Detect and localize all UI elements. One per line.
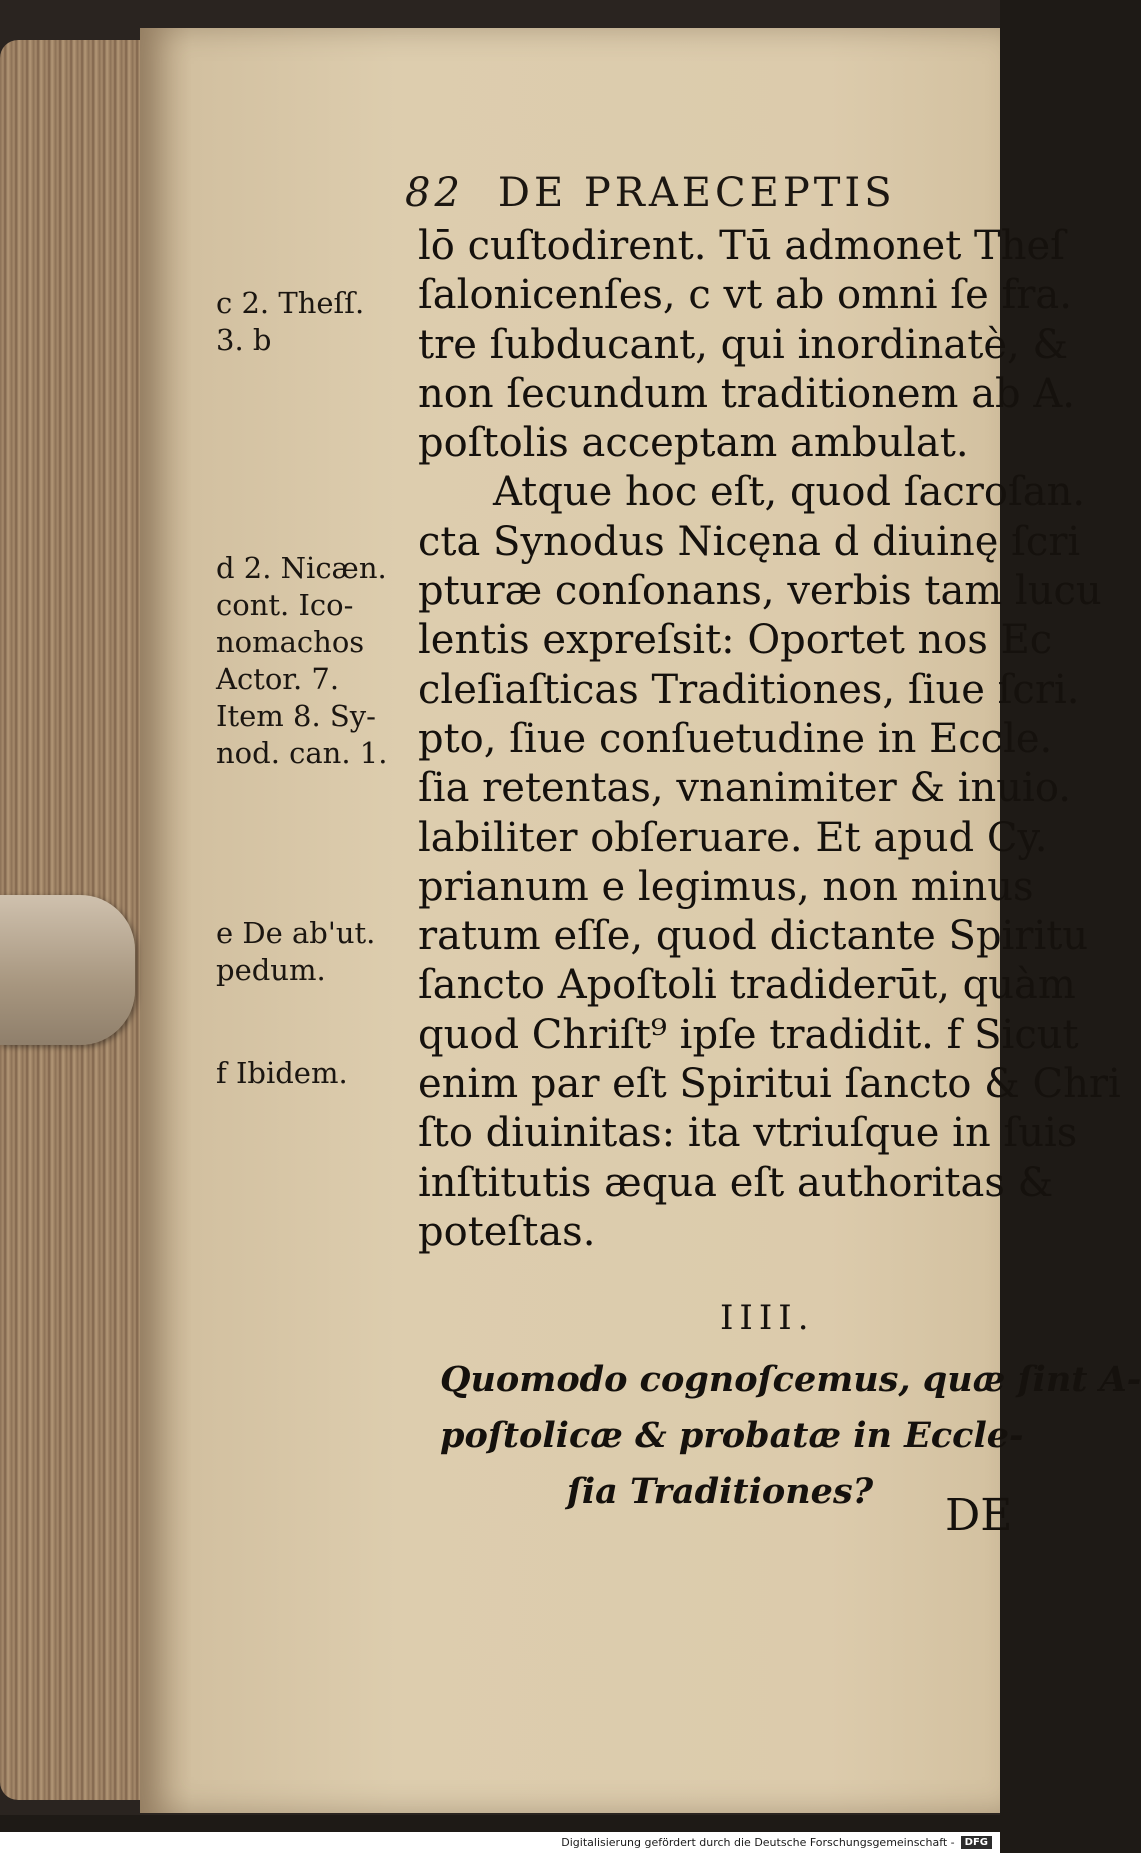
- text-line: tre ſubducant, qui inordinatè, &: [418, 321, 1069, 368]
- dfg-logo: DFG: [961, 1836, 992, 1849]
- text-line: ſia retentas, vnanimiter & inuio.: [418, 765, 1071, 812]
- text-line: enim par eſt Spiritui ſancto & Chri: [418, 1061, 1121, 1108]
- section-number: IIII.: [720, 1298, 815, 1338]
- margin-note-line: c 2. Theſſ.: [216, 286, 365, 320]
- margin-note-d: [216, 550, 416, 772]
- funding-credit: Digitalisierung gefördert durch die Deutsche Forschungsgemeinschaft -: [561, 1836, 955, 1849]
- page-number: 82: [405, 170, 464, 216]
- text-line: poteſtas.: [418, 1208, 596, 1255]
- section-question-line: ſia Traditiones?: [566, 1471, 874, 1512]
- text-line: Atque hoc eſt, quod ſacroſan.: [493, 469, 1086, 516]
- text-line: cleſiaſticas Traditiones, ſiue ſcri.: [418, 666, 1080, 713]
- margin-note-line: nomachos: [216, 625, 365, 659]
- text-line: lō cuſtodirent. Tū admonet Theſ: [418, 223, 1065, 269]
- text-line: prianum e legimus, non minus: [418, 863, 1034, 910]
- text-line: poſtolis acceptam ambulat.: [418, 420, 969, 467]
- margin-note-line: Item 8. Sy-: [216, 699, 376, 733]
- margin-note-f: [216, 1055, 416, 1092]
- section-question-line: Quomodo cognoſcemus, quæ ſint A-: [440, 1359, 1141, 1400]
- section-question-line: poſtolicæ & probatæ in Eccle-: [440, 1415, 1024, 1456]
- text-line: ſancto Apoſtoli tradiderūt, quàm: [418, 962, 1076, 1009]
- margin-note-line: d 2. Nicæn.: [216, 551, 387, 585]
- margin-note-line: Actor. 7.: [216, 662, 340, 696]
- margin-note-line: f Ibidem.: [216, 1056, 348, 1090]
- text-line: non ſecundum traditionem ab A.: [418, 370, 1075, 417]
- text-line: inſtitutis æqua eſt authoritas &: [418, 1159, 1054, 1206]
- book-clasp: [0, 895, 135, 1045]
- catchword: DE: [945, 1490, 1013, 1541]
- digitization-footer: [0, 1832, 1000, 1853]
- margin-note-c: [216, 285, 416, 359]
- text-line: ſalonicenſes, c vt ab omni ſe fra.: [418, 272, 1072, 319]
- text-line: pto, ſiue conſuetudine in Eccle.: [418, 715, 1053, 762]
- margin-note-e: [216, 915, 416, 989]
- text-line: labiliter obſeruare. Et apud Cy.: [418, 814, 1048, 861]
- margin-note-line: e De ab'ut.: [216, 916, 376, 950]
- body-text: [418, 222, 1121, 1257]
- text-line: quod Chriſt⁹ ipſe tradidit. f Sicut: [418, 1011, 1079, 1058]
- text-line: cta Synodus Nicęna d diuinę ſcri: [418, 518, 1081, 565]
- text-line: pturæ conſonans, verbis tam lucu: [418, 568, 1102, 615]
- margin-note-line: 3. b: [216, 323, 272, 357]
- margin-note-line: pedum.: [216, 953, 326, 987]
- margin-note-line: cont. Ico-: [216, 588, 354, 622]
- margin-note-line: nod. can. 1.: [216, 736, 388, 770]
- text-line: ratum eſſe, quod dictante Spiritu: [418, 913, 1089, 960]
- text-line: ſto diuinitas: ita vtriuſque in ſuis: [418, 1110, 1078, 1157]
- running-head-title: DE PRAECEPTIS: [497, 170, 896, 216]
- text-line: lentis expreſsit: Oportet nos Ec: [418, 617, 1053, 664]
- running-head: [405, 170, 1000, 230]
